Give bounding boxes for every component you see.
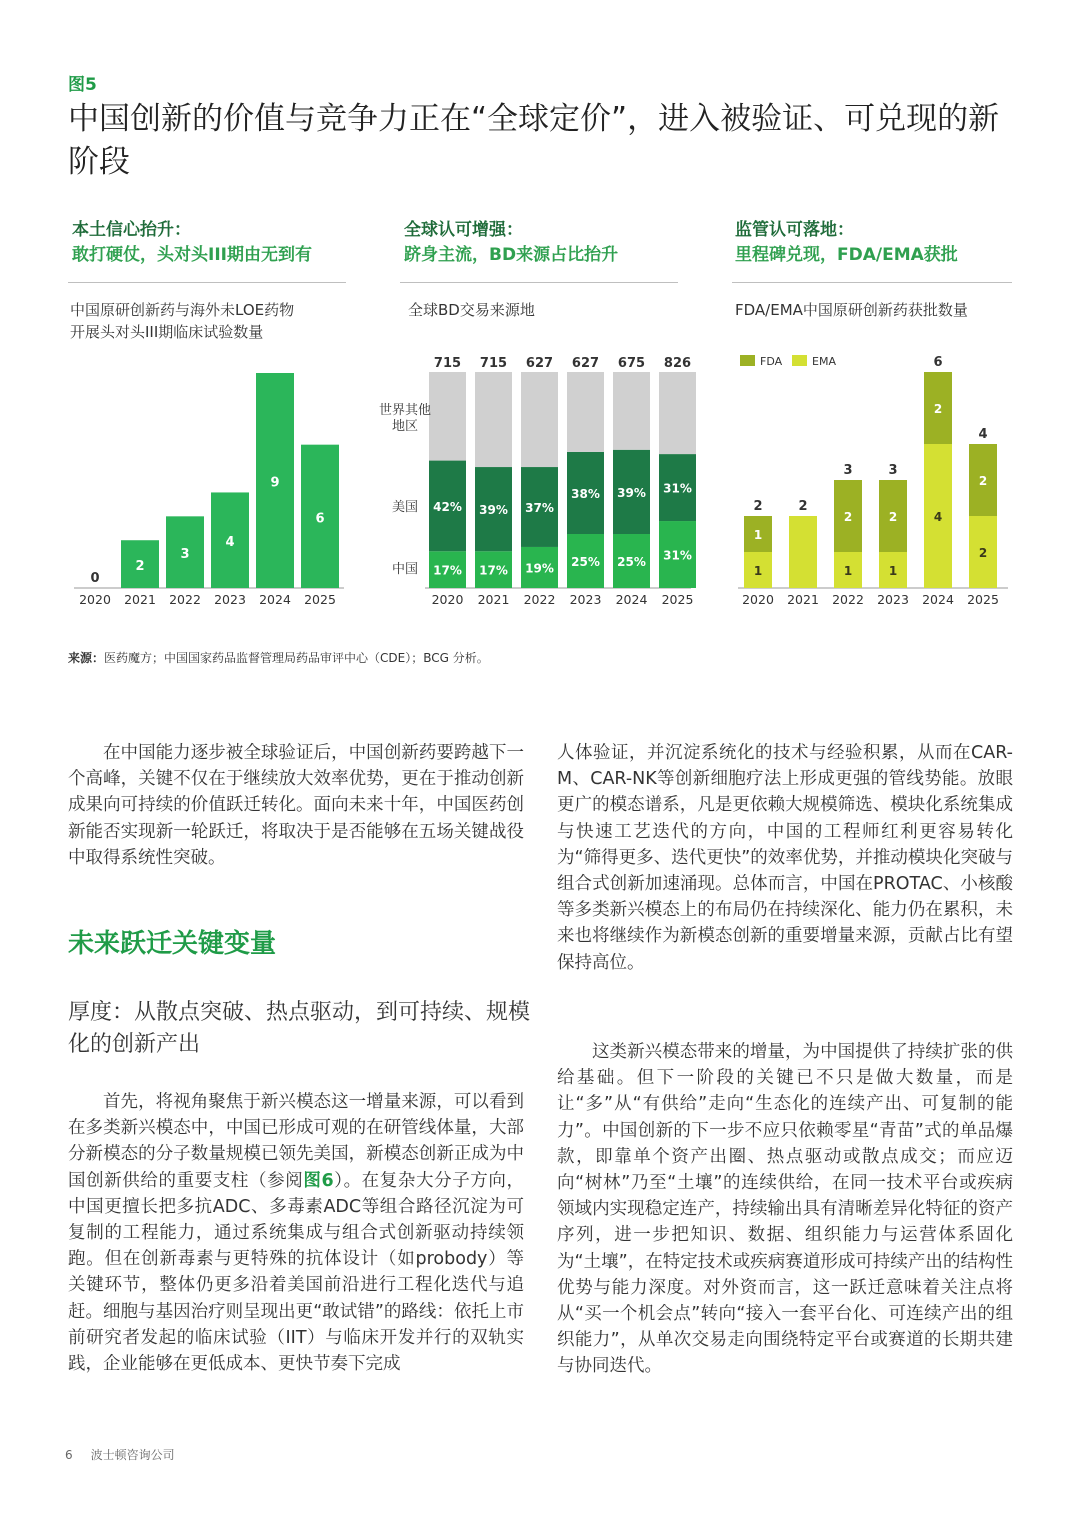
bar-segment-世界其他地区-2020 [429,372,466,461]
bar-value-label-2022: 3 [180,547,190,563]
panel-1-header [72,218,312,268]
sub-title: 厚度：从散点突破、热点驱动，到可持续、规模化的创新产出 [68,1000,531,1057]
panel-1-heading: 本土信心抬升： [72,220,191,240]
segment-label-中国-2024: 25% [617,555,646,569]
bar-segment-世界其他地区-2023 [567,372,604,452]
right-paragraph-1 [557,740,1013,976]
panel-2-header [404,218,618,268]
panel-3-subheading: 里程碑兑现，FDA/EMA获批 [735,245,958,265]
chart-head-to-head-trials [68,350,358,615]
legend-label-ema: EMA [812,355,836,368]
right-paragraph-2-text: 这类新兴模态带来的增量，为中国提供了持续扩张的供给基础。但下一阶段的关键已不只是做大数量，而是让“多”从“有供给”走向“生态化的连续产出、可复制的能力”。中国创新的下一步不应只依赖零星“青苗”式的单品爆款，即靠单个资产出圈、热点驱动或散点成交；而应迈向“树林”乃至“土壤”的连续供给，在同一技术平台或疾病领域内实现稳定连产，持续输出具有清晰差异化特征的资产序列，进一步把知识、数据、组织能力与运营体系固化为“土壤”，在特定技术或疾病赛道形成可持续产出的结构性优势与能力深度。对外资而言，这一跃迁意味着关注点将从“买一个机会点”转向“接入一套平台化、可连续产出的组织能力”，从单次交易走向围绕特定平台或赛道的长期共建与协同迭代。 [557,1042,1013,1377]
segment-label-中国-2020: 17% [433,563,462,578]
left-paragraph-1 [68,740,524,871]
left-paragraph-2-part-b: ）。在复杂大分子方向，中国更擅长把多抗ADC、多毒素ADC等组合路径沉淀为可复制的工程能力，通过系统集成与组合式创新驱动持续领跑。但在创新毒素与更特殊的抗体设计（如probody）等关键环节，整体仍更多沿着美国前沿进行工程化迭代与追赶。细胞与基因治疗则呈现出更“敢试错”的路线：依托上市前研究者发起的临床试验（IIT）与临床开发并行的双轨实践，企业能够在更低成本、更快节奏下完成 [68,1170,525,1375]
panel-2-heading: 全球认可增强： [404,220,523,240]
section-title: 未来跃迁关键变量 [68,929,277,959]
page-number: 6 [65,1448,73,1462]
total-label-2022: 627 [525,356,554,371]
source-text: 医药魔方；中国国家药品监督管理局药品审评中心（CDE）；BCG 分析。 [104,651,489,665]
panel-1-chart-title-line1: 中国原研创新药与海外未LOE药物 [70,301,295,319]
legend-label-fda: FDA [760,355,783,368]
x-tick-label-2025: 2025 [967,592,999,607]
panel-3-chart-title [735,299,968,321]
left-paragraph-2 [68,1089,524,1377]
x-tick-label-2025: 2025 [661,592,694,607]
panel-1-chart-title [70,299,294,343]
x-tick-label-2020: 2020 [742,592,774,607]
x-tick-label-2022: 2022 [169,592,201,607]
source-label: 来源： [68,651,105,665]
total-label-2021: 2 [798,499,808,514]
x-tick-label-2021: 2021 [787,592,819,607]
panel-1-subheading: 敢打硬仗，头对头III期由无到有 [72,245,312,265]
panel-2-subheading: 跻身主流，BD来源占比抬升 [404,245,619,265]
row-label-china: 中国 [391,562,419,577]
total-label-2024: 6 [933,355,943,370]
x-tick-label-2021: 2021 [124,592,156,607]
chart-bd-deal-sources [355,345,700,615]
bar-value-label-2025: 6 [315,511,325,527]
total-label-2021: 715 [479,356,508,371]
bar-segment-世界其他地区-2024 [613,372,650,450]
segment-label-美国-2022: 37% [525,501,554,515]
x-tick-label-2023: 2023 [877,592,909,607]
x-tick-label-2021: 2021 [477,592,510,607]
segment-label-美国-2020: 42% [433,499,462,514]
figure-6-reference[interactable]: 图6 [303,1170,334,1191]
segment-label-FDA-2025: 2 [978,474,988,488]
chart-fda-ema-approvals [732,345,1022,615]
panel-2-chart-title-line1: 全球BD交易来源地 [408,301,535,319]
segment-label-中国-2023: 25% [571,555,600,569]
bar-segment-世界其他地区-2022 [521,372,558,467]
x-tick-label-2024: 2024 [259,592,291,607]
segment-label-美国-2024: 39% [617,485,646,500]
segment-label-中国-2021: 17% [479,563,508,578]
x-tick-label-2020: 2020 [79,592,111,607]
segment-label-FDA-2023: 2 [888,510,898,524]
left-paragraph-2-part-a: 首先，将视角聚焦于新兴模态这一增量来源，可以看到在多类新兴模态中，中国已形成可观的在研管线体量，大部分新模态的分子数量规模已领先美国，新模态创新正成为中国创新供给的重要支柱（参阅 [68,1092,524,1191]
left-paragraph-2-text [68,1089,524,1377]
x-tick-label-2022: 2022 [832,592,864,607]
segment-label-EMA-2022: 1 [843,564,853,578]
row-label-rest-line1: 世界其他 [378,403,432,418]
bar-value-label-2020: 0 [90,571,100,586]
publisher-name: 波士顿咨询公司 [90,1448,175,1462]
panel-1-chart-title-line2: 开展头对头III期临床试验数量 [70,323,264,341]
segment-label-美国-2021: 39% [479,503,508,518]
bar-value-label-2021: 2 [135,559,145,575]
segment-label-EMA-2025: 2 [978,546,988,560]
x-tick-label-2023: 2023 [569,592,602,607]
panel-3-header [735,218,958,268]
total-label-2025: 4 [978,427,988,442]
panel-2-rule [400,282,678,283]
segment-label-EMA-2023: 1 [888,564,898,578]
panel-2-chart-title [408,299,535,321]
legend-swatch-fda [740,355,755,366]
panel-1-rule [68,282,346,283]
total-label-2020: 715 [433,356,462,371]
panel-3-rule [732,282,1012,283]
x-tick-label-2024: 2024 [922,592,954,607]
segment-label-美国-2023: 38% [571,486,600,501]
right-paragraph-2 [557,1039,1013,1380]
segment-label-FDA-2022: 2 [843,510,853,524]
segment-label-FDA-2024: 2 [933,402,943,416]
row-label-rest-line2: 地区 [391,419,419,434]
figure-title: 中国创新的价值与竞争力正在“全球定价”，进入被验证、可兑现的新阶段 [68,101,1000,180]
source-note [68,649,489,666]
total-label-2022: 3 [843,463,853,478]
x-tick-label-2020: 2020 [431,592,464,607]
x-tick-label-2023: 2023 [214,592,246,607]
row-label-usa: 美国 [391,500,419,515]
footer [65,1446,193,1463]
segment-label-中国-2022: 19% [525,561,554,576]
left-paragraph-1-text: 在中国能力逐步被全球验证后，中国创新药要跨越下一个高峰，关键不仅在于继续放大效率优势，更在于推动创新成果向可持续的价值跃迁转化。面向未来十年，中国医药创新能否实现新一轮跃迁，将取决于是否能够在五场关键战役中取得系统性突破。 [68,743,524,868]
legend-swatch-ema [792,355,807,366]
segment-label-EMA-2024: 4 [933,510,943,524]
segment-label-FDA-2020: 1 [753,528,763,542]
x-tick-label-2024: 2024 [615,592,648,607]
figure-label: 图5 [68,75,97,95]
bar-value-label-2023: 4 [225,535,235,551]
panel-3-chart-title-line1: FDA/EMA中国原研创新药获批数量 [735,301,968,319]
bar-value-label-2024: 9 [270,475,280,491]
total-label-2020: 2 [753,499,763,514]
segment-label-中国-2025: 31% [663,548,692,563]
segment-label-EMA-2020: 1 [753,564,763,578]
right-paragraph-1-text: 人体验证，并沉淀系统化的技术与经验积累，从而在CAR-M、CAR-NK等创新细胞疗法上形成更强的管线势能。放眼更广的模态谱系，凡是更依赖大规模筛选、模块化系统集成与快速工艺迭代的方向，中国的工程师红利更容易转化为“筛得更多、迭代更快”的效率优势，并推动模块化突破与组合式创新加速涌现。总体而言，中国在PROTAC、小核酸等多类新兴模态上的布局仍在持续深化、能力仍在累积，未来也将继续作为新模态创新的重要增量来源，贡献占比有望保持高位。 [557,743,1013,973]
panel-3-heading: 监管认可落地： [735,220,854,240]
x-tick-label-2025: 2025 [304,592,336,607]
bar-segment-世界其他地区-2021 [475,372,512,467]
total-label-2024: 675 [617,356,646,371]
total-label-2023: 3 [888,463,898,478]
bar-segment-EMA-2021 [789,516,817,588]
total-label-2023: 627 [571,356,600,371]
segment-label-美国-2025: 31% [663,481,692,496]
x-tick-label-2022: 2022 [523,592,556,607]
total-label-2025: 826 [663,356,692,371]
bar-segment-世界其他地区-2025 [659,372,696,454]
